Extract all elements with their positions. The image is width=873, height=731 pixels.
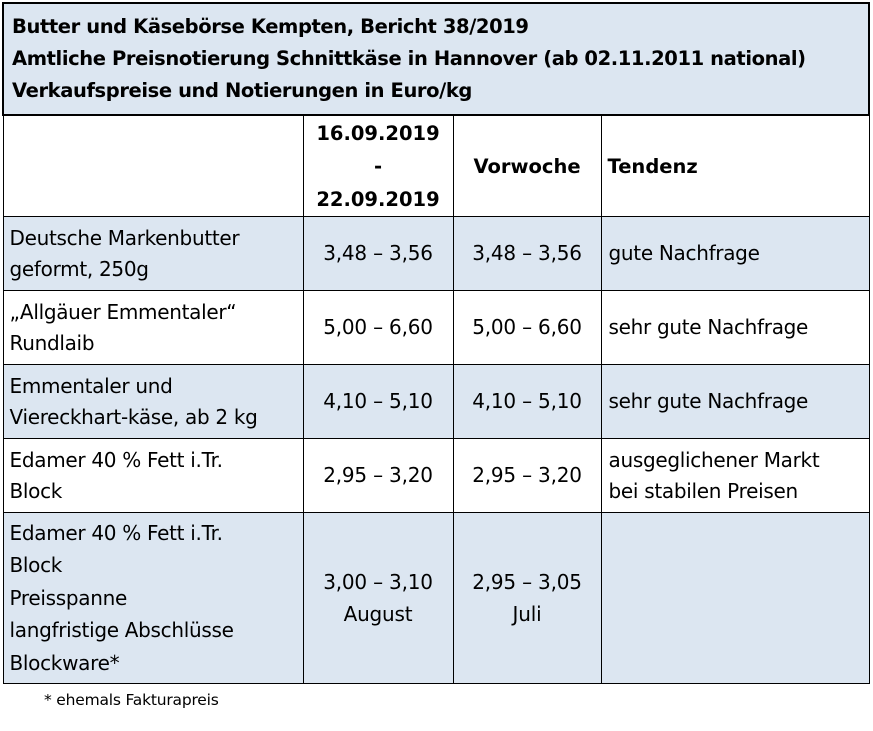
- header-product: [3, 115, 303, 217]
- table-row: [3, 513, 869, 684]
- trend-cell: [601, 365, 869, 439]
- product-cell-line: Emmentaler und: [9, 373, 173, 398]
- previous-price-cell: [453, 217, 601, 291]
- product-cell-line: Deutsche Markenbutter: [9, 225, 240, 250]
- report-units-note: Verkaufspreise und Notierungen in Euro/kg: [12, 79, 472, 102]
- current-price-cell-line: 4,10 – 5,10: [323, 389, 433, 413]
- report-subtitle: Amtliche Preisnotierung Schnittkäse in Hannover (ab 02.11.2011 national): [12, 47, 806, 70]
- current-price-cell-line: 3,48 – 3,56: [323, 241, 433, 265]
- table-row: [3, 217, 869, 291]
- table-row: [3, 365, 869, 439]
- product-cell-line: Block: [9, 478, 63, 503]
- table-row: [3, 439, 869, 513]
- report-title: Butter und Käsebörse Kempten, Bericht 38/2019: [12, 15, 529, 38]
- previous-price-cell-line: 2,95 – 3,05: [472, 569, 582, 594]
- current-price-cell: [303, 439, 453, 513]
- product-cell-line: „Allgäuer Emmentaler“: [9, 299, 237, 324]
- header-period-start: 16.09.2019: [316, 121, 440, 145]
- previous-price-cell-line: 5,00 – 6,60: [472, 315, 582, 339]
- product-cell-line: langfristige Abschlüsse: [9, 618, 234, 643]
- previous-price-cell-line: 2,95 – 3,20: [472, 463, 582, 487]
- current-price-cell-line: 5,00 – 6,60: [323, 315, 433, 339]
- product-cell: [3, 365, 303, 439]
- header-period: [303, 115, 453, 217]
- product-cell: [3, 513, 303, 684]
- current-price-cell-line: 3,00 – 3,10: [323, 569, 433, 594]
- product-cell-line: Edamer 40 % Fett i.Tr.: [9, 520, 223, 545]
- previous-price-cell: [453, 513, 601, 684]
- header-period-dash: -: [373, 154, 383, 178]
- footnote: * ehemals Fakturapreis: [44, 691, 219, 709]
- previous-price-cell-line: Juli: [512, 602, 542, 626]
- product-cell: [3, 217, 303, 291]
- trend-cell: [601, 513, 869, 684]
- previous-price-cell: [453, 365, 601, 439]
- current-price-cell: [303, 217, 453, 291]
- trend-cell: [601, 291, 869, 365]
- table-body: [3, 217, 869, 684]
- trend-cell-line: ausgeglichener Markt: [608, 447, 820, 472]
- current-price-cell: [303, 291, 453, 365]
- trend-cell-line: sehr gute Nachfrage: [608, 389, 809, 413]
- product-cell-line: geformt, 250g: [9, 256, 149, 281]
- product-cell: [3, 291, 303, 365]
- trend-cell-line: sehr gute Nachfrage: [608, 315, 809, 339]
- product-cell-line: Blockware*: [9, 650, 120, 675]
- trend-cell-line: gute Nachfrage: [608, 241, 760, 265]
- previous-price-cell-line: 4,10 – 5,10: [472, 389, 582, 413]
- previous-price-cell: [453, 439, 601, 513]
- report-title-block: [3, 3, 869, 115]
- product-cell-line: Edamer 40 % Fett i.Tr.: [9, 447, 223, 472]
- header-trend: Tendenz: [601, 115, 869, 217]
- table-header-row: [3, 115, 869, 217]
- product-cell-line: Preisspanne: [9, 585, 128, 610]
- current-price-cell: [303, 365, 453, 439]
- previous-price-cell: [453, 291, 601, 365]
- header-period-end: 22.09.2019: [316, 187, 440, 211]
- trend-cell: [601, 217, 869, 291]
- header-previous-week: Vorwoche: [453, 115, 601, 217]
- product-cell: [3, 439, 303, 513]
- previous-price-cell-line: 3,48 – 3,56: [472, 241, 582, 265]
- product-cell-line: Block: [9, 553, 63, 578]
- trend-cell: [601, 439, 869, 513]
- current-price-cell: [303, 513, 453, 684]
- product-cell-line: Rundlaib: [9, 330, 95, 355]
- price-report-table: [2, 2, 870, 684]
- trend-cell-line: bei stabilen Preisen: [608, 478, 798, 503]
- current-price-cell-line: August: [343, 602, 413, 626]
- table-row: [3, 291, 869, 365]
- current-price-cell-line: 2,95 – 3,20: [323, 463, 433, 487]
- product-cell-line: Viereckhart-käse, ab 2 kg: [9, 404, 258, 429]
